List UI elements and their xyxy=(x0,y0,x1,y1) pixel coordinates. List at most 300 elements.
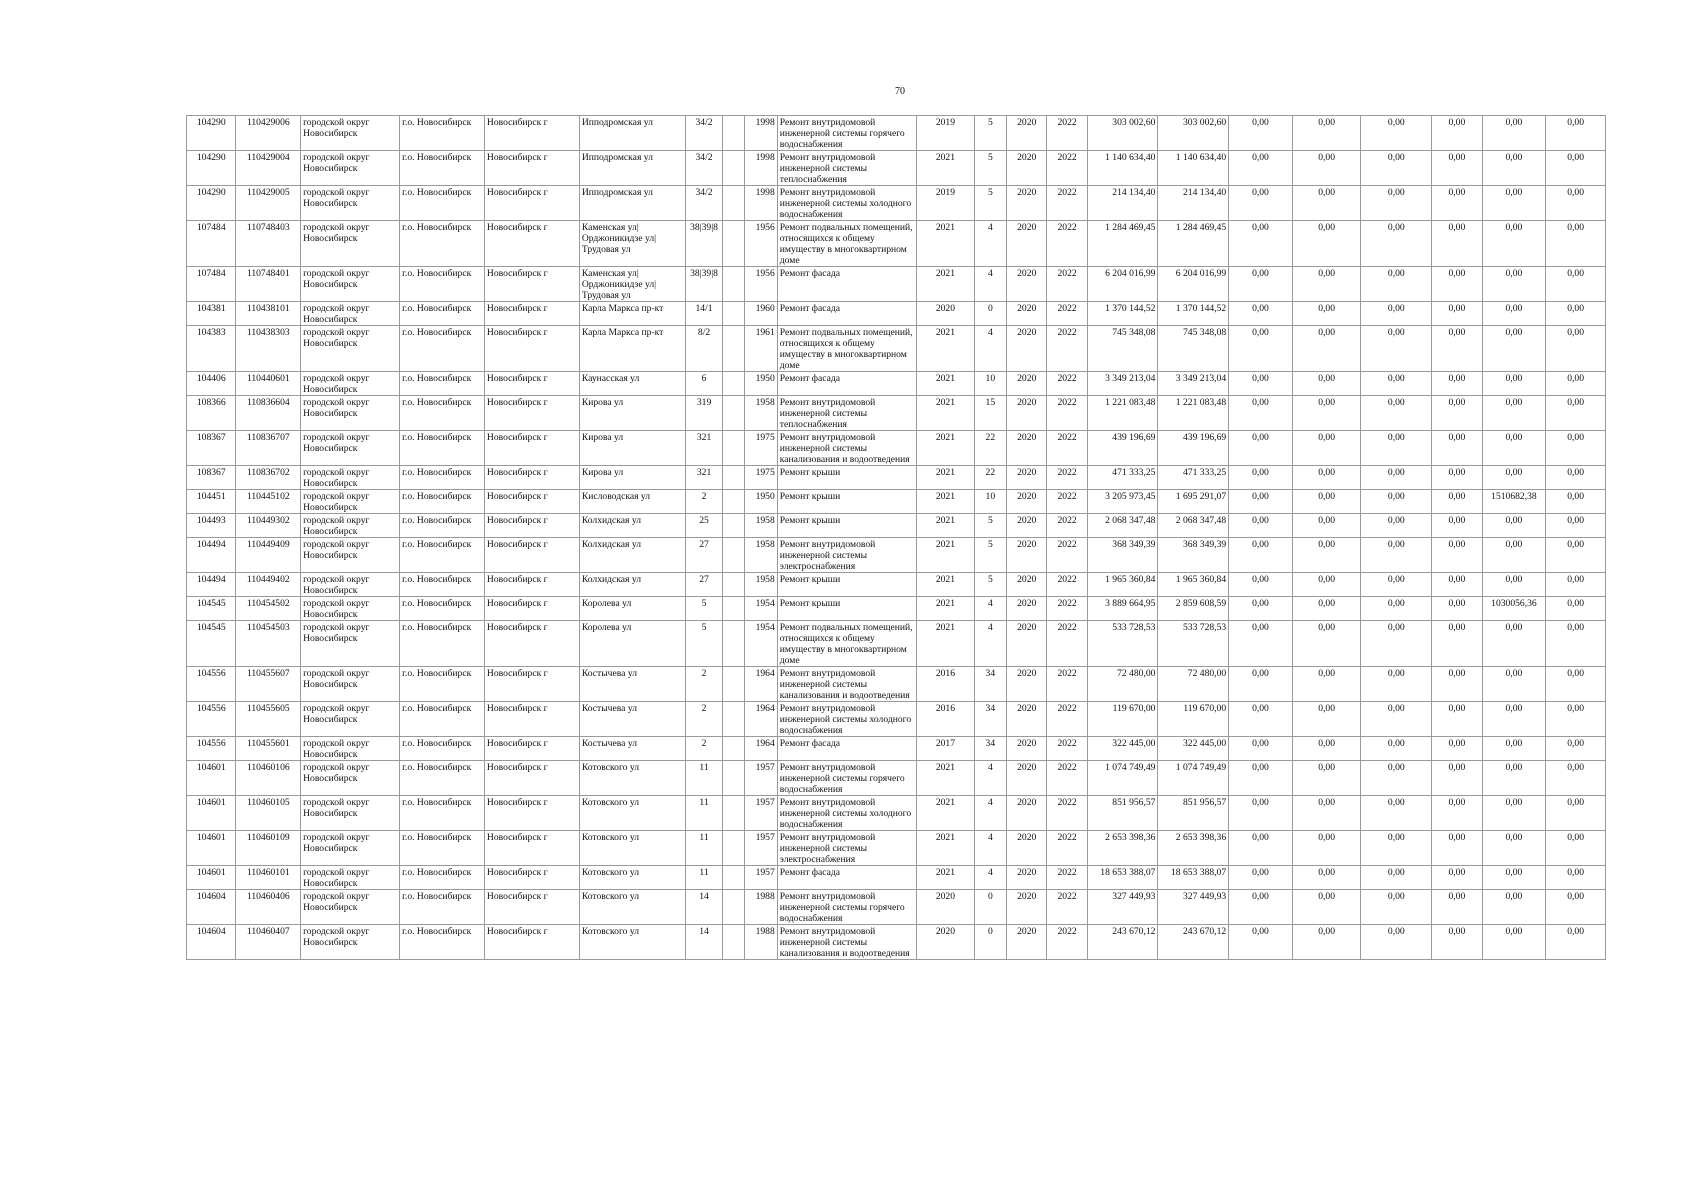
house-number-cell: 27 xyxy=(685,538,722,573)
end-year-cell: 2022 xyxy=(1047,431,1087,466)
amount-cell: 0,00 xyxy=(1292,597,1361,621)
work-code-cell: 110460406 xyxy=(236,890,301,925)
amount-cell: 0,00 xyxy=(1361,514,1432,538)
fund-sum-cell: 243 670,12 xyxy=(1158,925,1229,960)
amount-cell: 0,00 xyxy=(1361,866,1432,890)
build-year-cell: 1998 xyxy=(745,186,777,221)
table-row xyxy=(187,621,1606,667)
okrug-cell: городской округ Новосибирск xyxy=(301,667,400,702)
year-cell: 2021 xyxy=(917,267,975,302)
amount-cell: 0,00 xyxy=(1361,186,1432,221)
house-number-cell: 11 xyxy=(685,831,722,866)
count-cell: 34 xyxy=(974,702,1006,737)
year-cell: 2019 xyxy=(917,186,975,221)
amount-cell: 0,00 xyxy=(1229,667,1293,702)
city-cell: Новосибирск г xyxy=(484,151,579,186)
amount-cell: 0,00 xyxy=(1292,761,1361,796)
municipality-cell: г.о. Новосибирск xyxy=(400,396,485,431)
work-code-cell: 110460407 xyxy=(236,925,301,960)
municipality-cell: г.о. Новосибирск xyxy=(400,151,485,186)
total-sum-cell: 3 889 664,95 xyxy=(1087,597,1158,621)
work-type-cell: Ремонт внутридомовой инженерной системы электроснабжения xyxy=(777,538,916,573)
total-sum-cell: 1 140 634,40 xyxy=(1087,151,1158,186)
fund-sum-cell: 18 653 388,07 xyxy=(1158,866,1229,890)
total-sum-cell: 322 445,00 xyxy=(1087,737,1158,761)
okrug-cell: городской округ Новосибирск xyxy=(301,514,400,538)
amount-cell: 0,00 xyxy=(1482,151,1546,186)
empty-cell xyxy=(723,866,745,890)
total-sum-cell: 1 965 360,84 xyxy=(1087,573,1158,597)
municipality-cell: г.о. Новосибирск xyxy=(400,302,485,326)
amount-cell: 0,00 xyxy=(1361,667,1432,702)
amount-cell: 0,00 xyxy=(1229,761,1293,796)
amount-cell: 0,00 xyxy=(1432,597,1482,621)
end-year-cell: 2022 xyxy=(1047,221,1087,267)
city-cell: Новосибирск г xyxy=(484,667,579,702)
okrug-cell: городской округ Новосибирск xyxy=(301,796,400,831)
amount-cell: 0,00 xyxy=(1292,667,1361,702)
house-number-cell: 38|39|8 xyxy=(685,221,722,267)
amount-cell: 0,00 xyxy=(1229,466,1293,490)
empty-cell xyxy=(723,761,745,796)
build-year-cell: 1957 xyxy=(745,866,777,890)
table-row xyxy=(187,372,1606,396)
city-cell: Новосибирск г xyxy=(484,221,579,267)
municipality-cell: г.о. Новосибирск xyxy=(400,761,485,796)
table-row xyxy=(187,573,1606,597)
amount-cell: 0,00 xyxy=(1432,514,1482,538)
start-year-cell: 2020 xyxy=(1007,737,1047,761)
amount-cell: 0,00 xyxy=(1432,621,1482,667)
house-number-cell: 38|39|8 xyxy=(685,267,722,302)
amount-cell: 0,00 xyxy=(1361,151,1432,186)
amount-cell: 0,00 xyxy=(1292,737,1361,761)
amount-cell: 0,00 xyxy=(1229,925,1293,960)
end-year-cell: 2022 xyxy=(1047,267,1087,302)
table-row xyxy=(187,116,1606,151)
work-type-cell: Ремонт внутридомовой инженерной системы горячего водоснабжения xyxy=(777,116,916,151)
amount-cell: 0,00 xyxy=(1482,761,1546,796)
build-year-cell: 1956 xyxy=(745,221,777,267)
end-year-cell: 2022 xyxy=(1047,796,1087,831)
start-year-cell: 2020 xyxy=(1007,186,1047,221)
end-year-cell: 2022 xyxy=(1047,372,1087,396)
city-cell: Новосибирск г xyxy=(484,490,579,514)
municipality-cell: г.о. Новосибирск xyxy=(400,866,485,890)
amount-cell: 0,00 xyxy=(1482,573,1546,597)
empty-cell xyxy=(723,396,745,431)
build-year-cell: 1961 xyxy=(745,326,777,372)
start-year-cell: 2020 xyxy=(1007,466,1047,490)
start-year-cell: 2020 xyxy=(1007,831,1047,866)
okrug-cell: городской округ Новосибирск xyxy=(301,302,400,326)
count-cell: 22 xyxy=(974,431,1006,466)
work-type-cell: Ремонт внутридомовой инженерной системы холодного водоснабжения xyxy=(777,702,916,737)
fund-sum-cell: 368 349,39 xyxy=(1158,538,1229,573)
municipality-cell: г.о. Новосибирск xyxy=(400,514,485,538)
amount-cell: 0,00 xyxy=(1361,621,1432,667)
count-cell: 4 xyxy=(974,267,1006,302)
amount-cell: 0,00 xyxy=(1546,831,1606,866)
table-row xyxy=(187,267,1606,302)
table-row xyxy=(187,466,1606,490)
municipality-cell: г.о. Новосибирск xyxy=(400,372,485,396)
end-year-cell: 2022 xyxy=(1047,925,1087,960)
street-cell: Кирова ул xyxy=(579,396,685,431)
start-year-cell: 2020 xyxy=(1007,597,1047,621)
end-year-cell: 2022 xyxy=(1047,514,1087,538)
okrug-cell: городской округ Новосибирск xyxy=(301,431,400,466)
municipality-cell: г.о. Новосибирск xyxy=(400,466,485,490)
amount-cell: 0,00 xyxy=(1361,538,1432,573)
work-type-cell: Ремонт крыши xyxy=(777,597,916,621)
build-year-cell: 1958 xyxy=(745,396,777,431)
house-number-cell: 321 xyxy=(685,431,722,466)
amount-cell: 0,00 xyxy=(1432,466,1482,490)
amount-cell: 0,00 xyxy=(1546,667,1606,702)
build-year-cell: 1988 xyxy=(745,890,777,925)
amount-cell: 0,00 xyxy=(1292,151,1361,186)
object-id-cell: 104601 xyxy=(187,866,236,890)
empty-cell xyxy=(723,221,745,267)
street-cell: Колхидская ул xyxy=(579,514,685,538)
build-year-cell: 1950 xyxy=(745,372,777,396)
municipality-cell: г.о. Новосибирск xyxy=(400,597,485,621)
work-code-cell: 110460105 xyxy=(236,796,301,831)
object-id-cell: 104545 xyxy=(187,597,236,621)
build-year-cell: 1956 xyxy=(745,267,777,302)
end-year-cell: 2022 xyxy=(1047,573,1087,597)
year-cell: 2021 xyxy=(917,221,975,267)
amount-cell: 0,00 xyxy=(1361,573,1432,597)
work-code-cell: 110445102 xyxy=(236,490,301,514)
amount-cell: 0,00 xyxy=(1546,151,1606,186)
build-year-cell: 1954 xyxy=(745,621,777,667)
end-year-cell: 2022 xyxy=(1047,466,1087,490)
amount-cell: 0,00 xyxy=(1361,396,1432,431)
amount-cell: 0,00 xyxy=(1292,796,1361,831)
work-type-cell: Ремонт крыши xyxy=(777,573,916,597)
municipality-cell: г.о. Новосибирск xyxy=(400,831,485,866)
table-row xyxy=(187,761,1606,796)
municipality-cell: г.о. Новосибирск xyxy=(400,737,485,761)
object-id-cell: 108367 xyxy=(187,431,236,466)
fund-sum-cell: 3 349 213,04 xyxy=(1158,372,1229,396)
total-sum-cell: 303 002,60 xyxy=(1087,116,1158,151)
start-year-cell: 2020 xyxy=(1007,431,1047,466)
amount-cell: 0,00 xyxy=(1546,186,1606,221)
work-type-cell: Ремонт подвальных помещений, относящихся к общему имуществу в многоквартирном доме xyxy=(777,621,916,667)
work-type-cell: Ремонт фасада xyxy=(777,866,916,890)
build-year-cell: 1964 xyxy=(745,737,777,761)
empty-cell xyxy=(723,737,745,761)
amount-cell: 0,00 xyxy=(1292,302,1361,326)
amount-cell: 0,00 xyxy=(1361,221,1432,267)
end-year-cell: 2022 xyxy=(1047,702,1087,737)
object-id-cell: 104381 xyxy=(187,302,236,326)
work-code-cell: 110460101 xyxy=(236,866,301,890)
build-year-cell: 1958 xyxy=(745,538,777,573)
municipality-cell: г.о. Новосибирск xyxy=(400,796,485,831)
okrug-cell: городской округ Новосибирск xyxy=(301,831,400,866)
amount-cell: 0,00 xyxy=(1292,514,1361,538)
work-code-cell: 110449409 xyxy=(236,538,301,573)
object-id-cell: 104556 xyxy=(187,702,236,737)
municipality-cell: г.о. Новосибирск xyxy=(400,267,485,302)
amount-cell: 0,00 xyxy=(1361,490,1432,514)
house-number-cell: 2 xyxy=(685,490,722,514)
fund-sum-cell: 1 965 360,84 xyxy=(1158,573,1229,597)
amount-cell: 0,00 xyxy=(1482,302,1546,326)
amount-cell: 0,00 xyxy=(1229,151,1293,186)
amount-cell: 0,00 xyxy=(1546,221,1606,267)
amount-cell: 0,00 xyxy=(1361,372,1432,396)
amount-cell: 0,00 xyxy=(1292,431,1361,466)
object-id-cell: 107484 xyxy=(187,221,236,267)
table-row xyxy=(187,737,1606,761)
object-id-cell: 104556 xyxy=(187,737,236,761)
start-year-cell: 2020 xyxy=(1007,796,1047,831)
page-number: 70 xyxy=(895,86,905,97)
total-sum-cell: 1 370 144,52 xyxy=(1087,302,1158,326)
okrug-cell: городской округ Новосибирск xyxy=(301,761,400,796)
end-year-cell: 2022 xyxy=(1047,396,1087,431)
amount-cell: 0,00 xyxy=(1432,431,1482,466)
start-year-cell: 2020 xyxy=(1007,538,1047,573)
amount-cell: 0,00 xyxy=(1546,621,1606,667)
work-code-cell: 110748401 xyxy=(236,267,301,302)
amount-cell: 0,00 xyxy=(1432,796,1482,831)
year-cell: 2021 xyxy=(917,431,975,466)
amount-cell: 0,00 xyxy=(1229,573,1293,597)
amount-cell: 0,00 xyxy=(1546,431,1606,466)
amount-cell: 0,00 xyxy=(1292,573,1361,597)
okrug-cell: городской округ Новосибирск xyxy=(301,490,400,514)
start-year-cell: 2020 xyxy=(1007,267,1047,302)
fund-sum-cell: 303 002,60 xyxy=(1158,116,1229,151)
city-cell: Новосибирск г xyxy=(484,514,579,538)
amount-cell: 0,00 xyxy=(1229,538,1293,573)
amount-cell: 0,00 xyxy=(1482,186,1546,221)
table-row xyxy=(187,866,1606,890)
city-cell: Новосибирск г xyxy=(484,831,579,866)
year-cell: 2021 xyxy=(917,831,975,866)
city-cell: Новосибирск г xyxy=(484,186,579,221)
municipality-cell: г.о. Новосибирск xyxy=(400,116,485,151)
count-cell: 4 xyxy=(974,326,1006,372)
table-row xyxy=(187,831,1606,866)
municipality-cell: г.о. Новосибирск xyxy=(400,538,485,573)
city-cell: Новосибирск г xyxy=(484,326,579,372)
count-cell: 5 xyxy=(974,538,1006,573)
house-number-cell: 14 xyxy=(685,925,722,960)
amount-cell: 0,00 xyxy=(1292,490,1361,514)
work-code-cell: 110455601 xyxy=(236,737,301,761)
empty-cell xyxy=(723,831,745,866)
table-row xyxy=(187,702,1606,737)
year-cell: 2021 xyxy=(917,621,975,667)
total-sum-cell: 327 449,93 xyxy=(1087,890,1158,925)
fund-sum-cell: 2 653 398,36 xyxy=(1158,831,1229,866)
amount-cell: 0,00 xyxy=(1229,621,1293,667)
house-number-cell: 6 xyxy=(685,372,722,396)
municipality-cell: г.о. Новосибирск xyxy=(400,186,485,221)
year-cell: 2021 xyxy=(917,573,975,597)
count-cell: 5 xyxy=(974,116,1006,151)
amount-cell: 0,00 xyxy=(1546,597,1606,621)
work-type-cell: Ремонт внутридомовой инженерной системы теплоснабжения xyxy=(777,151,916,186)
okrug-cell: городской округ Новосибирск xyxy=(301,702,400,737)
amount-cell: 0,00 xyxy=(1292,831,1361,866)
amount-cell: 0,00 xyxy=(1482,667,1546,702)
fund-sum-cell: 745 348,08 xyxy=(1158,326,1229,372)
city-cell: Новосибирск г xyxy=(484,573,579,597)
amount-cell: 0,00 xyxy=(1482,431,1546,466)
count-cell: 4 xyxy=(974,831,1006,866)
object-id-cell: 104601 xyxy=(187,796,236,831)
amount-cell: 0,00 xyxy=(1482,538,1546,573)
end-year-cell: 2022 xyxy=(1047,490,1087,514)
amount-cell: 0,00 xyxy=(1432,490,1482,514)
amount-cell: 0,00 xyxy=(1292,925,1361,960)
amount-cell: 0,00 xyxy=(1482,866,1546,890)
house-number-cell: 321 xyxy=(685,466,722,490)
street-cell: Костычева ул xyxy=(579,737,685,761)
street-cell: Каунасская ул xyxy=(579,372,685,396)
okrug-cell: городской округ Новосибирск xyxy=(301,573,400,597)
start-year-cell: 2020 xyxy=(1007,702,1047,737)
amount-cell: 0,00 xyxy=(1361,326,1432,372)
work-code-cell: 110429004 xyxy=(236,151,301,186)
municipality-cell: г.о. Новосибирск xyxy=(400,890,485,925)
fund-sum-cell: 1 695 291,07 xyxy=(1158,490,1229,514)
object-id-cell: 104604 xyxy=(187,925,236,960)
city-cell: Новосибирск г xyxy=(484,538,579,573)
amount-cell: 0,00 xyxy=(1361,466,1432,490)
okrug-cell: городской округ Новосибирск xyxy=(301,597,400,621)
start-year-cell: 2020 xyxy=(1007,621,1047,667)
end-year-cell: 2022 xyxy=(1047,890,1087,925)
okrug-cell: городской округ Новосибирск xyxy=(301,372,400,396)
municipality-cell: г.о. Новосибирск xyxy=(400,326,485,372)
year-cell: 2021 xyxy=(917,796,975,831)
end-year-cell: 2022 xyxy=(1047,538,1087,573)
table-row xyxy=(187,597,1606,621)
end-year-cell: 2022 xyxy=(1047,866,1087,890)
amount-cell: 0,00 xyxy=(1229,267,1293,302)
fund-sum-cell: 2 859 608,59 xyxy=(1158,597,1229,621)
amount-cell: 0,00 xyxy=(1229,302,1293,326)
total-sum-cell: 368 349,39 xyxy=(1087,538,1158,573)
work-type-cell: Ремонт внутридомовой инженерной системы теплоснабжения xyxy=(777,396,916,431)
table-row xyxy=(187,431,1606,466)
total-sum-cell: 745 348,08 xyxy=(1087,326,1158,372)
amount-cell: 0,00 xyxy=(1432,831,1482,866)
total-sum-cell: 1 074 749,49 xyxy=(1087,761,1158,796)
empty-cell xyxy=(723,597,745,621)
amount-cell: 0,00 xyxy=(1361,302,1432,326)
street-cell: Кисловодская ул xyxy=(579,490,685,514)
amount-cell: 0,00 xyxy=(1482,702,1546,737)
work-code-cell: 110429006 xyxy=(236,116,301,151)
municipality-cell: г.о. Новосибирск xyxy=(400,490,485,514)
total-sum-cell: 2 068 347,48 xyxy=(1087,514,1158,538)
amount-cell: 0,00 xyxy=(1292,621,1361,667)
street-cell: Каменская ул|Орджоникидзе ул|Трудовая ул xyxy=(579,267,685,302)
count-cell: 4 xyxy=(974,221,1006,267)
street-cell: Королева ул xyxy=(579,621,685,667)
street-cell: Карла Маркса пр-кт xyxy=(579,326,685,372)
end-year-cell: 2022 xyxy=(1047,116,1087,151)
empty-cell xyxy=(723,667,745,702)
amount-cell: 0,00 xyxy=(1482,831,1546,866)
work-type-cell: Ремонт внутридомовой инженерной системы холодного водоснабжения xyxy=(777,186,916,221)
work-type-cell: Ремонт крыши xyxy=(777,514,916,538)
start-year-cell: 2020 xyxy=(1007,925,1047,960)
total-sum-cell: 6 204 016,99 xyxy=(1087,267,1158,302)
object-id-cell: 108366 xyxy=(187,396,236,431)
amount-cell: 0,00 xyxy=(1292,221,1361,267)
year-cell: 2021 xyxy=(917,514,975,538)
amount-cell: 0,00 xyxy=(1482,737,1546,761)
amount-cell: 0,00 xyxy=(1482,396,1546,431)
street-cell: Костычева ул xyxy=(579,702,685,737)
count-cell: 34 xyxy=(974,737,1006,761)
empty-cell xyxy=(723,925,745,960)
house-number-cell: 25 xyxy=(685,514,722,538)
build-year-cell: 1998 xyxy=(745,151,777,186)
empty-cell xyxy=(723,538,745,573)
amount-cell: 0,00 xyxy=(1229,431,1293,466)
house-number-cell: 8/2 xyxy=(685,326,722,372)
amount-cell: 0,00 xyxy=(1482,466,1546,490)
fund-sum-cell: 439 196,69 xyxy=(1158,431,1229,466)
amount-cell: 0,00 xyxy=(1546,737,1606,761)
total-sum-cell: 439 196,69 xyxy=(1087,431,1158,466)
street-cell: Ипподромская ул xyxy=(579,116,685,151)
total-sum-cell: 2 653 398,36 xyxy=(1087,831,1158,866)
count-cell: 5 xyxy=(974,514,1006,538)
street-cell: Колхидская ул xyxy=(579,573,685,597)
fund-sum-cell: 1 221 083,48 xyxy=(1158,396,1229,431)
count-cell: 5 xyxy=(974,186,1006,221)
okrug-cell: городской округ Новосибирск xyxy=(301,267,400,302)
street-cell: Карла Маркса пр-кт xyxy=(579,302,685,326)
amount-cell: 0,00 xyxy=(1361,737,1432,761)
house-number-cell: 2 xyxy=(685,737,722,761)
house-number-cell: 319 xyxy=(685,396,722,431)
amount-cell: 0,00 xyxy=(1432,573,1482,597)
empty-cell xyxy=(723,796,745,831)
fund-sum-cell: 533 728,53 xyxy=(1158,621,1229,667)
amount-cell: 0,00 xyxy=(1292,116,1361,151)
work-code-cell: 110454503 xyxy=(236,621,301,667)
year-cell: 2021 xyxy=(917,151,975,186)
city-cell: Новосибирск г xyxy=(484,597,579,621)
amount-cell: 0,00 xyxy=(1482,514,1546,538)
build-year-cell: 1975 xyxy=(745,431,777,466)
total-sum-cell: 3 205 973,45 xyxy=(1087,490,1158,514)
work-code-cell: 110449302 xyxy=(236,514,301,538)
year-cell: 2016 xyxy=(917,667,975,702)
work-type-cell: Ремонт фасада xyxy=(777,302,916,326)
municipality-cell: г.о. Новосибирск xyxy=(400,702,485,737)
start-year-cell: 2020 xyxy=(1007,490,1047,514)
work-code-cell: 110438101 xyxy=(236,302,301,326)
year-cell: 2020 xyxy=(917,302,975,326)
start-year-cell: 2020 xyxy=(1007,396,1047,431)
object-id-cell: 104451 xyxy=(187,490,236,514)
